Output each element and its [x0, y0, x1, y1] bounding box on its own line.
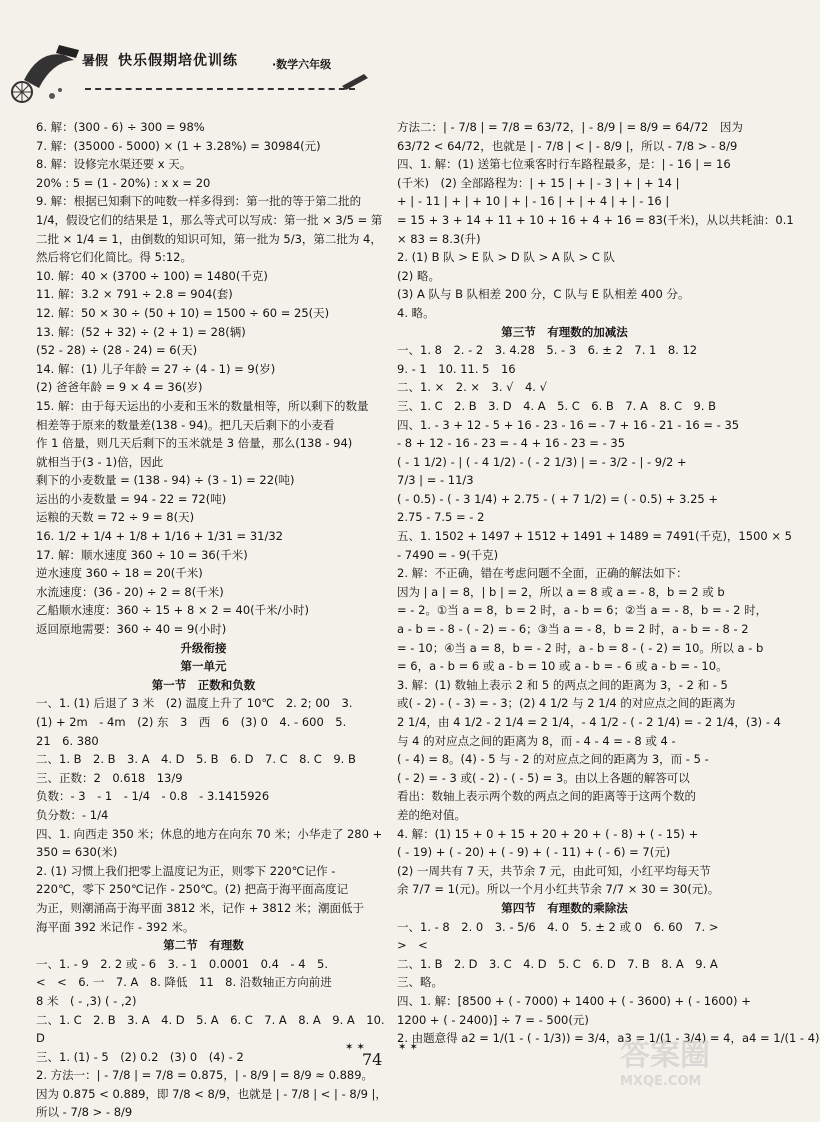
text-line: 2 1/4，由 4 1/2 - 2 1/4 = 2 1/4，- 4 1/2 - ( - 2 1/4) = - 2 1/4，(3) - 4: [397, 715, 781, 729]
text-line: 余 7/7 = 1(元)。所以一个月小红共节余 7/7 × 30 = 30(元)。: [397, 882, 720, 897]
text-line: a - b = - 8 - ( - 2) = - 6；③当 a = - 8，b = 2 时，a - b = - 8 - 2: [397, 622, 749, 637]
text-line: 三、略。: [397, 975, 443, 990]
text-line: 二、1. × 2. × 3. √ 4. √: [397, 380, 547, 395]
text-line: 16. 1/2 + 1/4 + 1/8 + 1/16 + 1/31 = 31/32: [36, 529, 283, 544]
text-line: 二、1. B 2. B 3. A 4. D 5. B 6. D 7. C 8. C 9. B: [36, 752, 356, 767]
text-line: 3. 解：(1) 数轴上表示 2 和 5 的两点之间的距离为 3，- 2 和 - 5: [397, 677, 728, 692]
text-line: 6. 解：(300 - 6) ÷ 300 = 98%: [36, 120, 205, 134]
text-line: 海平面 392 米记作 - 392 米。: [36, 919, 195, 934]
text-line: 运粮的天数 = 72 ÷ 9 = 8(天): [36, 510, 195, 525]
text-line: ( - 2) = - 3 或( - 2) - ( - 5) = 3。由以上各题的解答可以: [397, 770, 690, 785]
text-line: 350 = 630(米): [36, 845, 118, 860]
text-line: (千米) (2) 全部路程为：| + 15 | + | - 3 | + | + 14 |: [397, 175, 680, 190]
text-line: = - 10；④当 a = 8，b = - 2 时，a - b = 8 - ( - 2) = 10。所以 a - b: [397, 640, 764, 655]
text-line: 逆水速度 360 ÷ 18 = 20(千米): [36, 566, 203, 581]
page-header: [0, 0, 750, 110]
text-line: × 83 = 8.3(升): [397, 231, 481, 246]
text-line: 2. 解：不正确，错在考虑问题不全面，正确的解法如下：: [397, 566, 688, 581]
text-line: 17. 解：顺水速度 360 ÷ 10 = 36(千米): [36, 547, 248, 562]
text-line: 1200 + ( - 2400)] ÷ 7 = - 500(元): [397, 1012, 589, 1027]
text-line: 三、正数：2 0.618 13/9: [36, 770, 183, 785]
left-column: [36, 118, 387, 1122]
text-line: 1/4，假设它们的结果是 1，那么等式可以写成：第一批 × 3/5 = 第: [36, 212, 383, 227]
text-line: (2) 爸爸年龄 = 9 × 4 = 36(岁): [36, 380, 203, 395]
text-line: 负分数：- 1/4: [36, 807, 109, 822]
text-line: 负数：- 3 - 1 - 1/4 - 0.8 - 3.1415926: [36, 789, 270, 804]
right-column: [397, 118, 820, 1048]
text-line: 为正，则潮涌高于海平面 3812 米，记作 + 3812 米；潮面低于: [36, 900, 364, 915]
text-line: 12. 解：50 × 30 ÷ (50 + 10) = 1500 ÷ 60 = 25(天): [36, 305, 330, 320]
text-line: (2) 一周共有 7 天，共节余 7 元，由此可知，小红平均每天节: [397, 863, 711, 878]
text-line: 乙船顺水速度：360 ÷ 15 + 8 × 2 = 40(千米/小时): [36, 603, 309, 618]
text-line: = 15 + 3 + 14 + 11 + 10 + 16 + 4 + 16 = 83(千米)，从以共耗油：0.1: [397, 212, 794, 227]
text-line: 4. 解：(1) 15 + 0 + 15 + 20 + 20 + ( - 8) + ( - 15) +: [397, 826, 699, 841]
text-line: 二、1. C 2. B 3. A 4. D 5. A 6. C 7. A 8. A 9. A 10.: [36, 1012, 385, 1027]
text-line: 方法二：| - 7/8 | = 7/8 = 63/72，| - 8/9 | = 8/9 = 64/72 因为: [397, 120, 743, 134]
text-line: 一、1. 8 2. - 2 3. 4.28 5. - 3 6. ± 2 7. 1 8. 12: [397, 343, 698, 358]
watermark-url: MXQE.COM: [620, 1074, 702, 1089]
text-line: 或( - 2) - ( - 3) = - 3；(2) 4 1/2 与 2 1/4 的对应点之间的距离为: [397, 696, 736, 711]
text-line: < < 6. 一 7. A 8. 降低 11 8. 沿数轴正方向前进: [36, 975, 332, 990]
text-line: 2.75 - 7.5 = - 2: [397, 510, 485, 525]
text-line: 9. 解：根据已知剩下的吨数一样多得到：第一批的等于第二批的: [36, 194, 362, 209]
text-line: 10. 解：40 × (3700 ÷ 100) = 1480(千克): [36, 268, 268, 283]
text-line: 一、1. (1) 后退了 3 米 (2) 温度上升了 10℃ 2. 2; 00 3.: [36, 696, 353, 711]
text-line: 运出的小麦数量 = 94 - 22 = 72(吨): [36, 491, 227, 506]
text-line: 因为 0.875 < 0.889，即 7/8 < 8/9，也就是 | - 7/8 | < | - 8/9 |，: [36, 1086, 387, 1101]
text-line: 11. 解：3.2 × 791 ÷ 2.8 = 904(套): [36, 287, 233, 302]
text-line: = 6，a - b = 6 或 a - b = 10 或 a - b = - 6 或 a - b = - 10。: [397, 659, 728, 674]
text-line: 返回原地需要：360 ÷ 40 = 9(小时): [36, 622, 227, 637]
text-line: 差的绝对值。: [397, 807, 466, 822]
section-heading: 第一节 正数和负数: [151, 677, 256, 692]
text-line: 然后将它们化简比。得 5:12。: [36, 250, 192, 265]
text-line: 二批 × 1/4 = 1，由倒数的知识可知，第一批为 5/3，第二批为 4，: [36, 231, 382, 246]
text-line: 二、1. B 2. D 3. C 4. D 5. C 6. D 7. B 8. A 9. A: [397, 956, 718, 971]
text-line: 15. 解：由于每天运出的小麦和玉米的数量相等，所以剩下的数量: [36, 398, 369, 413]
text-line: ( - 1 1/2) - | ( - 4 1/2) - ( - 2 1/3) | = - 3/2 - | - 9/2 +: [397, 454, 687, 469]
text-line: 一、1. - 9 2. 2 或 - 6 3. - 1 0.0001 0.4 - 4 5.: [36, 956, 328, 971]
header-title: 快乐假期培优训练: [118, 53, 238, 69]
text-line: 四、1. 解：[8500 + ( - 7000) + 1400 + ( - 3600) + ( - 1600) +: [397, 993, 751, 1008]
text-line: 相差等于原来的数量差(138 - 94)。把几天后剩下的小麦看: [36, 417, 335, 432]
star-icon: ✶ ✶: [398, 1042, 418, 1053]
text-line: 看出：数轴上表示两个数的两点之间的距离等于这两个数的: [397, 789, 696, 804]
text-line: 所以 - 7/8 > - 8/9: [36, 1105, 133, 1120]
text-line: = - 2。①当 a = 8，b = 2 时，a - b = 6；②当 a = - 8，b = - 2 时，: [397, 603, 768, 618]
text-line: 9. - 1 10. 11. 5 16: [397, 361, 516, 376]
text-line: 四、1. 解：(1) 送第七位乘客时行车路程最多，是：| - 16 | = 16: [397, 157, 731, 172]
text-line: 一、1. - 8 2. 0 3. - 5/6 4. 0 5. ± 2 或 0 6. 60 7. >: [397, 919, 719, 934]
text-line: 21 6. 380: [36, 733, 99, 748]
section-heading: 升级衔接: [180, 640, 227, 655]
text-line: 7. 解：(35000 - 5000) × (1 + 3.28%) = 30984(元): [36, 138, 321, 153]
header-dashed-rule: [85, 88, 355, 90]
text-line: 五、1. 1502 + 1497 + 1512 + 1491 + 1489 = 7491(千克)，1500 × 5: [397, 529, 792, 544]
text-line: 三、1. (1) - 5 (2) 0.2 (3) 0 (4) - 2: [36, 1049, 244, 1064]
text-line: ( - 0.5) - ( - 3 1/4) + 2.75 - ( + 7 1/2) = ( - 0.5) + 3.25 +: [397, 491, 719, 506]
text-line: 4. 略。: [397, 305, 435, 320]
text-line: (2) 略。: [397, 268, 440, 283]
text-line: 因为 | a | = 8，| b | = 2，所以 a = 8 或 a = - 8，b = 2 或 b: [397, 584, 725, 599]
text-line: ( - 4) = 8。(4) - 5 与 - 2 的对应点之间的距离为 3，而 - 5 -: [397, 752, 709, 767]
text-line: 作 1 倍量，则几天后剩下的玉米就是 3 倍量，那么(138 - 94): [36, 436, 353, 451]
text-line: 7/3 | = - 11/3: [397, 473, 474, 488]
text-line: 8. 解：设修完水渠还要 x 天。: [36, 157, 192, 172]
text-line: - 8 + 12 - 16 - 23 = - 4 + 16 - 23 = - 35: [397, 436, 626, 451]
text-line: 2. 方法一：| - 7/8 | = 7/8 = 0.875，| - 8/9 | = 8/9 ≈ 0.889。: [36, 1068, 374, 1083]
header-subject: ·数学六年级: [272, 58, 332, 71]
text-line: > <: [397, 938, 428, 953]
book-logo-icon: [4, 30, 84, 110]
text-line: 水流速度：(36 - 20) ÷ 2 = 8(千米): [36, 584, 224, 599]
section-heading: 第四节 有理数的乘除法: [501, 900, 628, 915]
text-line: 13. 解：(52 + 32) ÷ (2 + 1) = 28(辆): [36, 324, 246, 339]
text-line: 20% : 5 = (1 - 20%) : x x = 20: [36, 175, 211, 190]
watermark-main: 答案圈: [620, 1038, 710, 1073]
text-line: 2. (1) 习惯上我们把零上温度记为正，则零下 220℃记作 -: [36, 863, 336, 878]
text-line: 8 米 ( - ,3) ( - ,2): [36, 993, 137, 1008]
text-line: (1) + 2m - 4m (2) 东 3 西 6 (3) 0 4. - 600 5.: [36, 715, 347, 729]
text-line: 三、1. C 2. B 3. D 4. A 5. C 6. B 7. A 8. C 9. B: [397, 398, 716, 413]
text-line: - 7490 = - 9(千克): [397, 547, 499, 562]
text-line: 220℃，零下 250℃记作 - 250℃。(2) 把高于海平面高度记: [36, 882, 349, 897]
section-heading: 第三节 有理数的加减法: [501, 324, 628, 339]
text-line: 就相当于(3 - 1)倍，因此: [36, 454, 164, 469]
section-heading: 第二节 有理数: [163, 938, 244, 953]
text-line: 14. 解：(1) 儿子年龄 = 27 ÷ (4 - 1) = 9(岁): [36, 361, 276, 376]
watermark: [620, 1030, 740, 1100]
text-line: 2. 由题意得 a2 = 1/(1 - ( - 1/3)) = 3/4，a3 = 1/(1 - 3/4) = 4，a4 = 1/(1 - 4): [397, 1031, 820, 1046]
section-heading: 第一单元: [180, 659, 227, 674]
text-line: 2. (1) B 队 > E 队 > D 队 > A 队 > C 队: [397, 250, 616, 265]
text-line: 剩下的小麦数量 = (138 - 94) ÷ (3 - 1) = 22(吨): [36, 473, 295, 488]
text-line: 四、1. 向西走 350 米；休息的地方在向东 70 米；小华走了 280 +: [36, 826, 383, 841]
text-line: ( - 19) + ( - 20) + ( - 9) + ( - 11) + ( - 6) = 7(元): [397, 845, 671, 860]
text-line: 四、1. - 3 + 12 - 5 + 16 - 23 - 16 = - 7 + 16 - 21 - 16 = - 35: [397, 417, 740, 432]
text-line: (3) A 队与 B 队相差 200 分，C 队与 E 队相差 400 分。: [397, 287, 690, 302]
text-line: (52 - 28) ÷ (28 - 24) = 6(天): [36, 343, 198, 358]
star-icon: ✶ ✶: [345, 1042, 365, 1053]
pencil-icon: [340, 70, 370, 90]
text-line: + | - 11 | + | + 10 | + | - 16 | + | + 4 | + | - 16 |: [397, 194, 670, 209]
page-number: 74: [362, 1050, 383, 1069]
text-line: D: [36, 1031, 45, 1046]
text-line: 与 4 的对应点之间的距离为 8，而 - 4 - 4 = - 8 或 4 -: [397, 733, 676, 748]
header-badge: 暑假: [82, 54, 109, 69]
text-line: 63/72 < 64/72，也就是 | - 7/8 | < | - 8/9 |，所以 - 7/8 > - 8/9: [397, 138, 738, 153]
